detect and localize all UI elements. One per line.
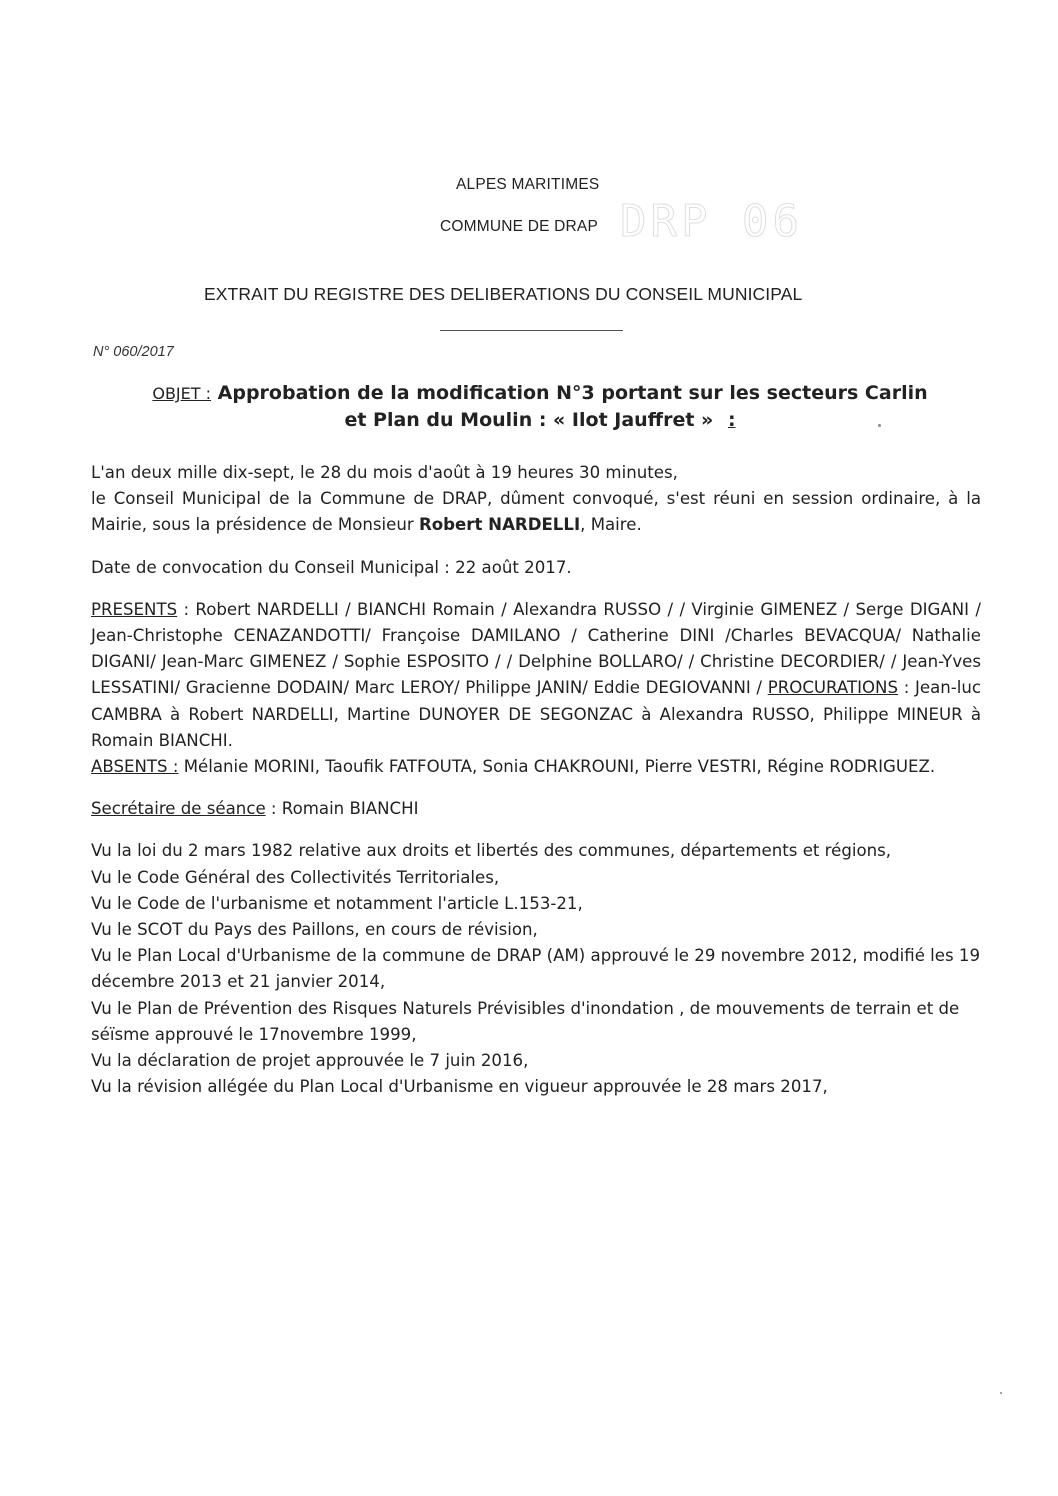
- deliberation-body: [91, 460, 981, 1100]
- vu-item: Vu le Code de l'urbanisme et notamment l'article L.153-21,: [91, 893, 583, 913]
- vu-item: Vu la déclaration de projet approuvée le 7 juin 2016,: [91, 1051, 529, 1071]
- objet-line-1: [100, 380, 980, 407]
- vu-item: Vu le Plan de Prévention des Risques Naturels Prévisibles d'inondation , de mouvements de terrain et de séïsme approuvé le 17novembre 1999,: [91, 998, 960, 1044]
- vu-item: Vu le SCOT du Pays des Paillons, en cours de révision,: [91, 920, 538, 940]
- vu-item: Vu la loi du 2 mars 1982 relative aux droits et libertés des communes, départements et régions,: [91, 841, 892, 861]
- intro-line-2: [91, 486, 981, 538]
- registre-title: EXTRAIT DU REGISTRE DES DELIBERATIONS DU CONSEIL MUNICIPAL: [204, 284, 803, 304]
- objet-colon: :: [727, 409, 736, 431]
- title-divider: [440, 330, 623, 331]
- convocation-date: Date de convocation du Conseil Municipal : 22 août 2017.: [91, 557, 572, 577]
- objet-title-2: et Plan du Moulin : « Ilot Jauffret »: [344, 409, 714, 431]
- intro-line-1: L'an deux mille dix-sept, le 28 du mois d'août à 19 heures 30 minutes,: [91, 463, 678, 482]
- vu-item: Vu la révision allégée du Plan Local d'Urbanisme en vigueur approuvée le 28 mars 2017,: [91, 1077, 828, 1097]
- presents-label: PRESENTS: [91, 599, 178, 619]
- scan-speck: [1000, 1392, 1002, 1394]
- secretaire-line: [91, 796, 981, 822]
- scan-speck: [878, 424, 881, 427]
- department-heading: ALPES MARITIMES: [456, 176, 600, 193]
- deliberation-number: N° 060/2017: [93, 344, 174, 360]
- vu-item: Vu le Plan Local d'Urbanisme de la commune de DRAP (AM) approuvé le 29 novembre 2012, modifié les 19 décembre 2013 et 21 janvier 2014,: [91, 946, 981, 992]
- commune-heading: COMMUNE DE DRAP: [440, 218, 599, 235]
- procurations-list: : Jean-luc CAMBRA à Robert NARDELLI, Martine DUNOYER DE SEGONZAC à Alexandra RUSSO, Philippe MINEUR à Romain BIANCHI.: [91, 678, 981, 750]
- objet-title-1: Approbation de la modification N°3 portant sur les secteurs Carlin: [217, 382, 928, 404]
- intro-tail: , Maire.: [580, 515, 642, 535]
- absents-list: Mélanie MORINI, Taoufik FATFOUTA, Sonia CHAKROUNI, Pierre VESTRI, Régine RODRIGUEZ.: [178, 757, 936, 777]
- mayor-name: Robert NARDELLI: [418, 515, 581, 535]
- procurations-label: PROCURATIONS: [767, 678, 899, 698]
- secretaire-name: : Romain BIANCHI: [265, 799, 419, 819]
- objet-label: OBJET :: [152, 384, 212, 403]
- presents-list: : Robert NARDELLI / BIANCHI Romain / Alexandra RUSSO / / Virginie GIMENEZ / Serge DIGANI / Jean-Christophe CENAZANDOTTI/ Françoise DAMILANO / Catherine DINI /Charles BEVACQUA/ Nathalie DIGANI/ Jean-Marc GIMENEZ / Sophie ESPOSITO / / Delphine BOLLARO/ / Christine DECORDIER/ / Jean-Yves LESSATINI/ Gracienne DODAIN/ Marc LEROY/ Philippe JANIN/ Eddie DEGIOVANNI /: [91, 599, 981, 698]
- objet-block: [100, 380, 980, 433]
- vu-item: Vu le Code Général des Collectivités Territoriales,: [91, 867, 500, 887]
- absents-label: ABSENTS :: [91, 757, 179, 777]
- objet-line-2: [100, 407, 980, 433]
- received-stamp: DRP 06: [620, 196, 803, 247]
- attendance-paragraph: [91, 597, 981, 780]
- secretaire-label: Secrétaire de séance: [91, 799, 266, 819]
- intro-text: le Conseil Municipal de la Commune de DRAP, dûment convoqué, s'est réuni en session ordinaire, à la Mairie, sous la présidence de Monsieur: [91, 489, 981, 535]
